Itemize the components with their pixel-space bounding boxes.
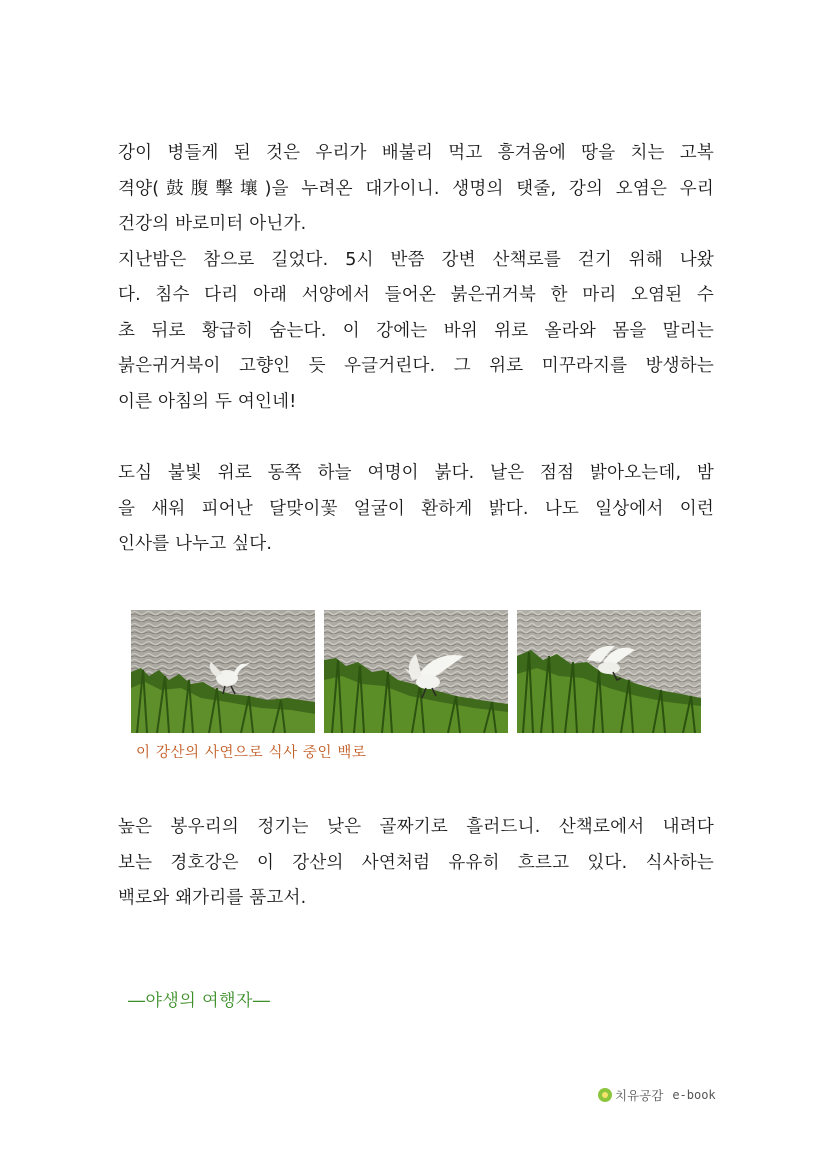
text-line: 백로와 왜가리를 품고서. [118,888,307,908]
text-line: 붉은귀거북이 고향인 듯 우글거린다. 그 위로 미꾸라지를 방생하는 [118,356,714,376]
paragraph-3 [118,810,714,917]
text-line: 초 뒤로 황급히 숨는다. 이 강에는 바위 위로 올라와 몸을 말리는 [118,320,714,341]
text-line: 인사를 나누고 싶다. [118,534,273,554]
text-line: 을 새워 피어난 달맞이꽃 얼굴이 환하게 밝다. 나도 일상에서 이런 [118,498,714,519]
text-line: 건강의 바로미터 아닌가. [118,214,307,234]
text-line: 강이 병들게 된 것은 우리가 배불리 먹고 흥겨움에 땅을 치는 고복 [118,143,714,163]
brand-logo-icon [598,1088,612,1102]
egret-photo-strip [131,610,701,733]
egret-photo-1 [131,610,315,733]
text-line: 보는 경호강은 이 강산의 사연처럼 유유히 흐르고 있다. 식사하는 [118,852,714,873]
footer-brand [598,1086,716,1104]
paragraph-1 [118,136,714,420]
paragraph-2 [118,456,714,563]
text-line: 높은 봉우리의 정기는 낮은 골짜기로 흘러드니. 산책로에서 내려다 [118,817,714,837]
text-line: 이른 아침의 두 여인네! [118,391,297,412]
text-line: 다. 침수 다리 아래 서양에서 들어온 붉은귀거북 한 마리 오염된 수 [118,285,714,305]
text-line: 지난밤은 참으로 길었다. 5시 반쯤 강변 산책로를 걷기 위해 나왔 [118,249,714,270]
text-line: 도심 불빛 위로 동쪽 하늘 여명이 붉다. 날은 점점 밝아오는데, 밤 [118,463,714,483]
photo-caption: 이 강산의 사연으로 식사 중인 백로 [136,745,367,761]
author-signature: ―야생의 여행자― [128,991,271,1011]
egret-photo-2 [324,610,508,733]
brand-name: 치유공감 [615,1088,664,1103]
ebook-label: e-book [672,1088,716,1102]
text-line: 격양(鼓腹擊壤)을 누려온 대가이니. 생명의 탯줄, 강의 오염은 우리 [118,178,714,199]
egret-photo-3 [517,610,701,733]
